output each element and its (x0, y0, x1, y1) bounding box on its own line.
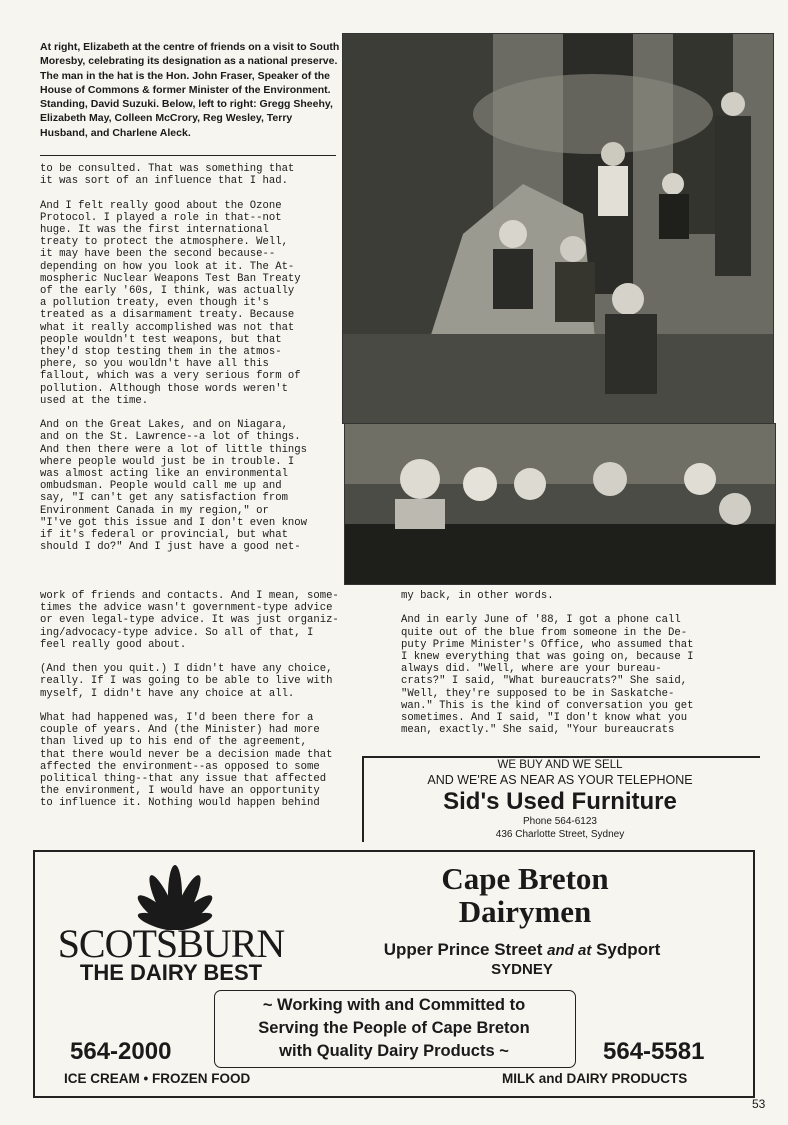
slogan-line3: with Quality Dairy Products ~ (279, 1042, 509, 1060)
sid-ad-phone: Phone 564-6123 (523, 816, 597, 827)
cbd-line1: Cape Breton (441, 861, 609, 896)
cbd-products: MILK and DAIRY PRODUCTS (502, 1071, 688, 1086)
scotsburn-phone: 564-2000 (70, 1038, 172, 1065)
sid-ad-line2: AND WE'RE AS NEAR AS YOUR TELEPHONE (427, 773, 693, 787)
scotsburn-products: ICE CREAM • FROZEN FOOD (64, 1071, 251, 1086)
caption-rule (40, 155, 336, 156)
photo-caption: At right, Elizabeth at the centre of friends on a visit to South Moresby, celebrating its designation as a national preserve. The man in the hat is the Hon. John Fraser, Speaker of the House of Commons & former Minister of the Environment. Standing, David Suzuki. Below, left to right: Gregg Sheehy, Elizabeth May, Colleen McCrory, Reg Wesley, Terry Husband, and Charlene Aleck. (40, 41, 340, 139)
slogan-line1: ~ Working with and Committed to (262, 996, 526, 1014)
dairy-city: SYDNEY (491, 961, 553, 978)
dairy-address-street: Upper Prince Street (383, 940, 543, 959)
article-column-left-upper: to be consulted. That was something that it was sort of an influence that I had. And I felt really good about the Ozone Protocol. I played a role in that--not huge. It was the first international treaty to protect the atmosphere. Well, it may have been the second because-- depending on how you look at it. The At- mospheric Nuclear Weapons Test Ban Treaty of the early '60s, I think, was actually a pollution treaty, even though it's treated as a disarmament treaty. Because what it really accomplished was not that people wouldn't test weapons, but that they'd stop testing them in the atmos- phere, so you wouldn't have all this fallout, which was a very serious form of pollution. Although those words weren't used at the time. And on the Great Lakes, and on Niagara, and on the St. Lawrence--a lot of things. And then there were a lot of little things where people would just be in trouble. I was almost acting like an environmental ombudsman. People would call me up and say, "I can't get any satisfaction from Environment Canada in my region," or "I've got this issue and I don't even know if it's federal or provincial, but what should I do?" And I just have a good net- (40, 163, 308, 554)
scotsburn-logo-text: SCOTSBURN (57, 921, 285, 966)
water-group-photo-graphic (345, 424, 775, 584)
dairy-address (352, 940, 692, 960)
water-group-photo (344, 423, 776, 585)
sid-ad-address: 436 Charlotte Street, Sydney (495, 829, 625, 840)
slogan-line2: Serving the People of Cape Breton (258, 1019, 530, 1037)
article-column-left-lower: work of friends and contacts. And I mean, some- times the advice wasn't government-type advice or even legal-type advice. It was just organiz- ing/advocacy-type advice. So all of that, I feel really good about. (And then you quit.) I didn't have any choice, really. If I was going to be able to live with myself, I didn't have any choice at all. What had happened was, I'd been there for a couple of years. And (the Minister) had more than lived up to his end of the agreement, that there would never be a decision made that affected the environment--as opposed to some political thing--that any issue that affected the environment, I would have an opportunity to influence it. Nothing would happen behind (40, 590, 339, 810)
forest-group-photo (342, 33, 774, 424)
sid-ad-title: Sid's Used Furniture (443, 788, 677, 815)
page-number: 53 (752, 1097, 766, 1111)
forest-group-photo-graphic (343, 34, 773, 423)
cbd-line2: Dairymen (458, 894, 592, 929)
dairy-slogan (214, 994, 574, 1063)
cape-breton-dairymen-title (400, 862, 650, 928)
scotsburn-sunburst-logo (110, 855, 240, 930)
sid-ad-line1: WE BUY AND WE SELL (497, 759, 623, 771)
scotsburn-tagline: THE DAIRY BEST (79, 960, 263, 985)
dairy-address-andat: and at (547, 942, 592, 959)
cbd-phone: 564-5581 (603, 1038, 705, 1065)
dairy-address-sydport: Sydport (596, 940, 661, 959)
article-column-right: my back, in other words. And in early June of '88, I got a phone call quite out of the blue from someone in the De- puty Prime Minister's Office, who assumed that I knew everything that was going on, because I always did. "Well, where are your bureau- crats?" I said, "What bureaucrats?" She said, "Well, they're supposed to be in Saskatche- wan." This is the kind of conversation you get sometimes. And I said, "I don't know what you mean, exactly." She said, "Your bureaucrats (401, 590, 694, 737)
